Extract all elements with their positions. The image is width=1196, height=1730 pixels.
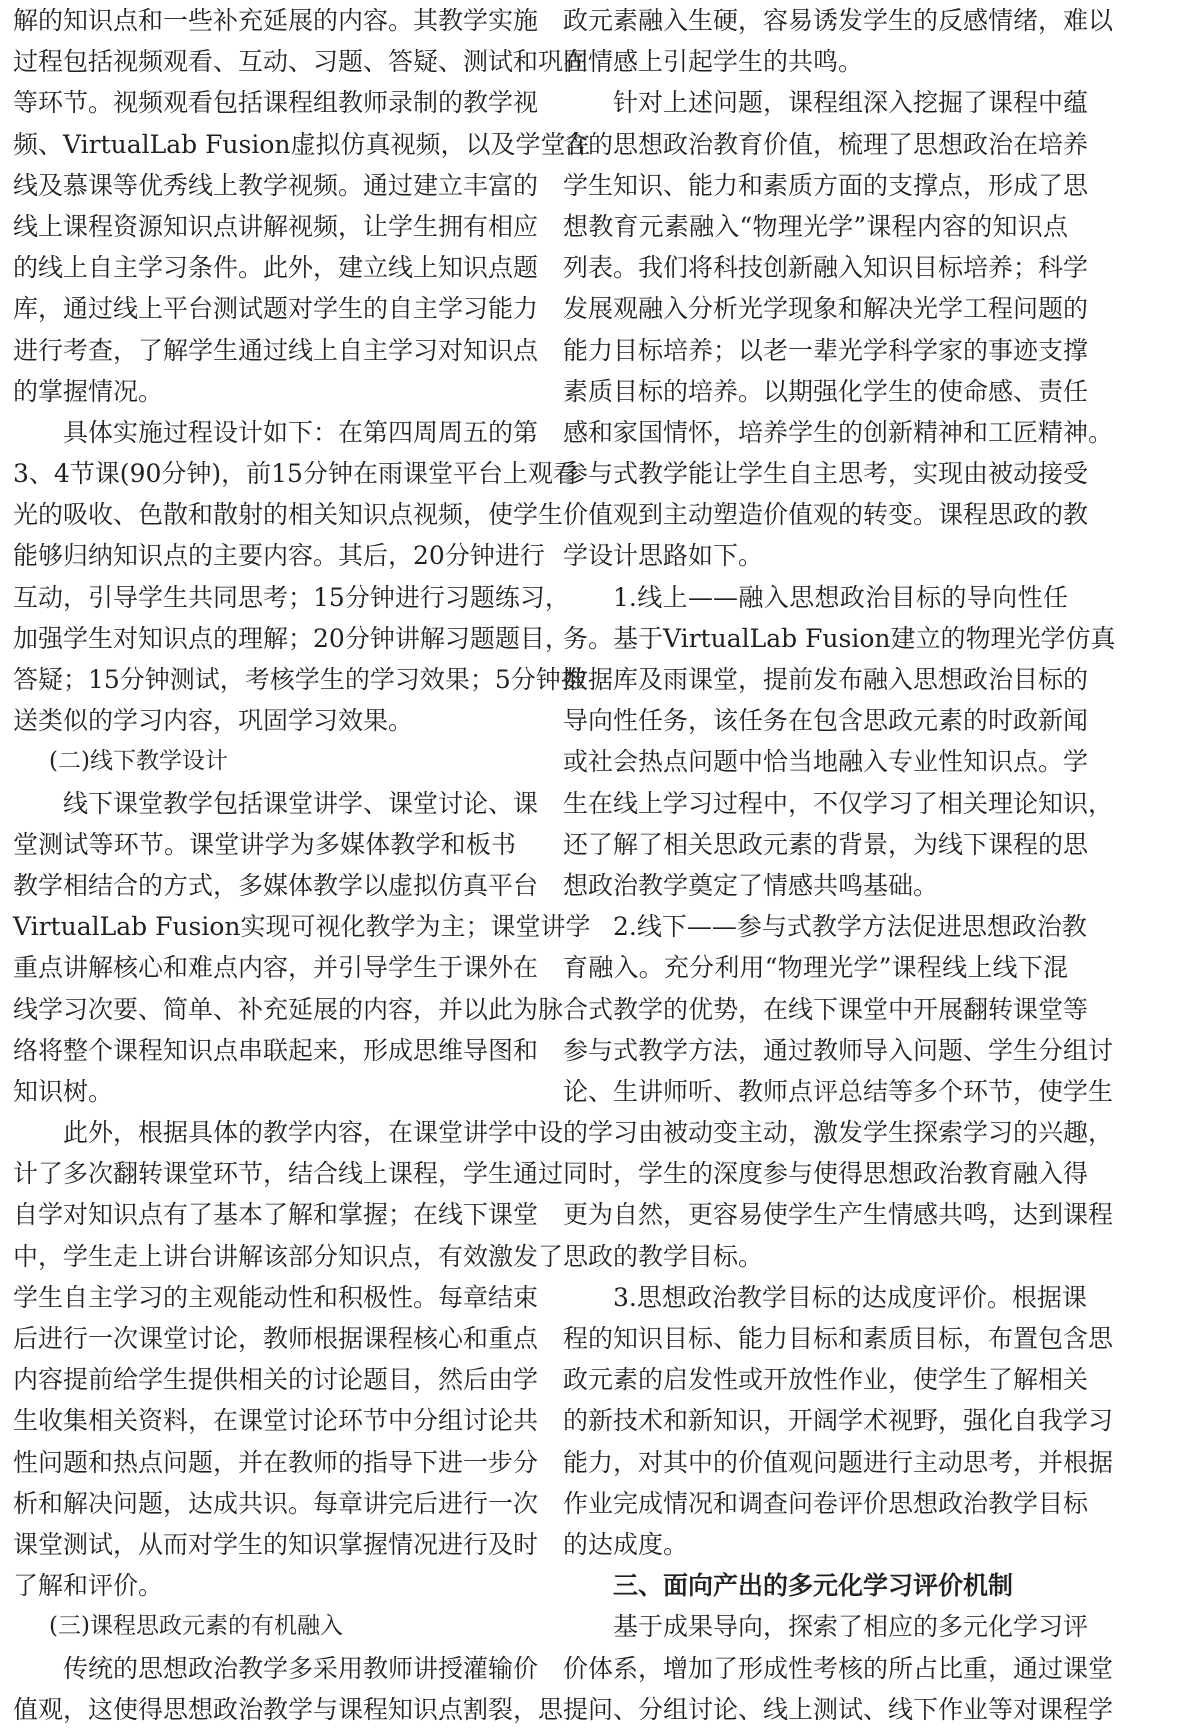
text-line: 知识树。 [13,1076,114,1106]
right-column [563,0,1116,1730]
text-line: 价值观到主动塑造价值观的转变。课程思政的教 [563,500,1089,530]
text-line: 能够归纳知识点的主要内容。其后，20分钟进行 [13,541,545,571]
text-line: VirtualLab Fusion实现可视化教学为主；课堂讲学 [13,912,591,942]
text-line: 想政治教学奠定了情感共鸣基础。 [563,870,939,900]
paragraph [563,577,1116,907]
text-line: 学生知识、能力和素质方面的支撑点，形成了思 [563,170,1089,200]
text-line: 想教育元素融入“物理光学”课程内容的知识点 [563,211,1068,241]
text-line: 能力，对其中的价值观问题进行主动思考，并根据 [563,1447,1114,1477]
text-line: 计了多次翻转课堂环节，结合线上课程，学生通过 [13,1159,564,1189]
text-line: 3、4节课(90分钟)，前15分钟在雨课堂平台上观看 [13,459,578,489]
text-line: 的学习由被动变主动，激发学生探索学习的兴趣， [563,1118,1114,1148]
text-line: 过程包括视频观看、互动、习题、答疑、测试和巩固 [13,47,589,77]
text-line: 传统的思想政治教学多采用教师讲授灌输价 [63,1653,539,1683]
subsection-heading [13,741,516,782]
text-line: 等环节。视频观看包括课程组教师录制的教学视 [13,88,539,118]
text-line: 课堂测试，从而对学生的知识掌握情况进行及时 [13,1529,539,1559]
text-line: 在情感上引起学生的共鸣。 [563,47,864,77]
text-line: 学设计思路如下。 [563,541,764,571]
text-line: 光的吸收、色散和散射的相关知识点视频，使学生 [13,500,564,530]
text-line: 值观，这使得思想政治教学与课程知识点割裂，思 [13,1694,564,1724]
text-line: 数据库及雨课堂，提前发布融入思想政治目标的 [563,665,1089,694]
paragraph [13,1648,564,1730]
text-line: 程的知识目标、能力目标和素质目标，布置包含思 [563,1324,1114,1353]
text-line: 络将整个课程知识点串联起来，形成思维导图和 [13,1035,539,1065]
text-line: (三)课程思政元素的有机融入 [49,1613,343,1640]
paragraph [563,906,1114,1277]
text-line: 育融入。充分利用“物理光学”课程线上线下混 [563,953,1068,983]
paragraph [13,412,586,742]
text-line: 线学习次要、简单、补充延展的内容，并以此为脉 [13,994,564,1024]
text-line: 发展观融入分析光学现象和解决光学工程问题的 [563,294,1089,324]
text-line: 了解和评价。 [13,1571,164,1601]
subsection-heading [13,1606,516,1647]
text-line: 线及慕课等优秀线上教学视频。通过建立丰富的 [13,170,539,200]
text-line: 送类似的学习内容，巩固学习效果。 [13,706,414,736]
text-line: 学生自主学习的主观能动性和积极性。每章结束 [13,1282,539,1312]
paragraph [563,82,1114,576]
paragraph [563,0,1114,82]
text-line: 答疑；15分钟测试，考核学生的学习效果；5分钟推 [13,665,586,694]
text-line: 教学相结合的方式，多媒体教学以虚拟仿真平台 [13,870,539,900]
text-line: 中，学生走上讲台讲解该部分知识点，有效激发了 [13,1241,564,1271]
text-line: 性问题和热点问题，并在教师的指导下进一步分 [13,1447,539,1477]
paragraph [563,1277,1114,1565]
text-line: 思政的教学目标。 [563,1241,764,1271]
text-line: 价体系，增加了形成性考核的所占比重，通过课堂 [563,1653,1114,1683]
text-line: 的新技术和新知识，开阔学术视野，强化自我学习 [563,1406,1114,1436]
text-line: 含的思想政治教育价值，梳理了思想政治在培养 [563,129,1089,159]
text-line: 列表。我们将科技创新融入知识目标培养；科学 [563,253,1089,283]
text-line: 具体实施过程设计如下：在第四周周五的第 [63,417,539,447]
paragraph [563,1606,1114,1730]
left-column [13,0,591,1730]
text-line: 素质目标的培养。以期强化学生的使命感、责任 [563,376,1089,406]
text-line: 的线上自主学习条件。此外，建立线上知识点题 [13,253,539,283]
paragraph [13,0,591,412]
text-line: 2.线下——参与式教学方法促进思想政治教 [613,912,1087,942]
paragraph [13,1112,564,1606]
section-heading [563,1565,1068,1606]
text-line: 作业完成情况和调查问卷评价思想政治教学目标 [563,1488,1089,1518]
paragraph [13,783,591,1113]
text-line: 析和解决问题，达成共识。每章讲完后进行一次 [13,1488,539,1518]
text-line: 三、面向产出的多元化学习评价机制 [613,1571,1014,1601]
text-line: 能力目标培养；以老一辈光学科学家的事迹支撑 [563,335,1089,365]
text-line: 线上课程资源知识点讲解视频，让学生拥有相应 [13,211,539,241]
text-line: 进行考查，了解学生通过线上自主学习对知识点 [13,335,539,365]
text-line: 合式教学的优势，在线下课堂中开展翻转课堂等 [563,994,1089,1024]
text-line: 基于成果导向，探索了相应的多元化学习评 [613,1612,1089,1642]
text-line: 同时，学生的深度参与使得思想政治教育融入得 [563,1159,1089,1189]
text-line: 库，通过线上平台测试题对学生的自主学习能力 [13,294,539,324]
text-line: (二)线下教学设计 [49,748,228,775]
text-line: 解的知识点和一些补充延展的内容。其教学实施 [13,6,539,35]
text-line: 内容提前给学生提供相关的讨论题目，然后由学 [13,1365,539,1395]
text-line: 互动，引导学生共同思考；15分钟进行习题练习， [13,582,570,612]
text-line: 或社会热点问题中恰当地融入专业性知识点。学 [563,747,1089,777]
text-line: 政元素的启发性或开放性作业，使学生了解相关 [563,1365,1089,1395]
text-line: 后进行一次课堂讨论，教师根据课程核心和重点 [13,1324,539,1353]
text-line: 加强学生对知识点的理解；20分钟讲解习题题目， [13,623,570,653]
text-line: 提问、分组讨论、线上测试、线下作业等对课程学 [563,1694,1114,1724]
text-line: 线下课堂教学包括课堂讲学、课堂讨论、课 [63,788,539,818]
text-line: 重点讲解核心和难点内容，并引导学生于课外在 [13,953,539,983]
text-line: 政元素融入生硬，容易诱发学生的反感情绪，难以 [563,6,1114,35]
text-line: 堂测试等环节。课堂讲学为多媒体教学和板书 [13,829,516,859]
text-line: 的掌握情况。 [13,376,164,406]
text-line: 频、VirtualLab Fusion虚拟仿真视频，以及学堂在 [13,129,591,159]
text-line: 自学对知识点有了基本了解和掌握；在线下课堂 [13,1200,539,1230]
text-line: 生收集相关资料，在课堂讨论环节中分组讨论共 [13,1406,539,1436]
text-line: 感和家国情怀，培养学生的创新精神和工匠精神。 [563,417,1114,447]
text-line: 务。基于VirtualLab Fusion建立的物理光学仿真 [563,623,1116,653]
text-line: 3.思想政治教学目标的达成度评价。根据课 [613,1282,1087,1312]
text-line: 参与式教学方法，通过教师导入问题、学生分组讨 [563,1035,1114,1065]
text-line: 针对上述问题，课程组深入挖掘了课程中蕴 [613,88,1089,118]
text-line: 论、生讲师听、教师点评总结等多个环节，使学生 [563,1076,1114,1106]
text-line: 生在线上学习过程中，不仅学习了相关理论知识， [563,788,1114,818]
text-line: 导向性任务，该任务在包含思政元素的时政新闻 [563,706,1089,736]
text-line: 参与式教学能让学生自主思考，实现由被动接受 [563,459,1089,489]
text-line: 的达成度。 [563,1529,689,1559]
text-line: 1.线上——融入思想政治目标的导向性任 [613,582,1068,612]
text-line: 还了解了相关思政元素的背景，为线下课程的思 [563,829,1089,859]
text-line: 此外，根据具体的教学内容，在课堂讲学中设 [63,1118,564,1148]
text-line: 更为自然，更容易使学生产生情感共鸣，达到课程 [563,1200,1114,1230]
